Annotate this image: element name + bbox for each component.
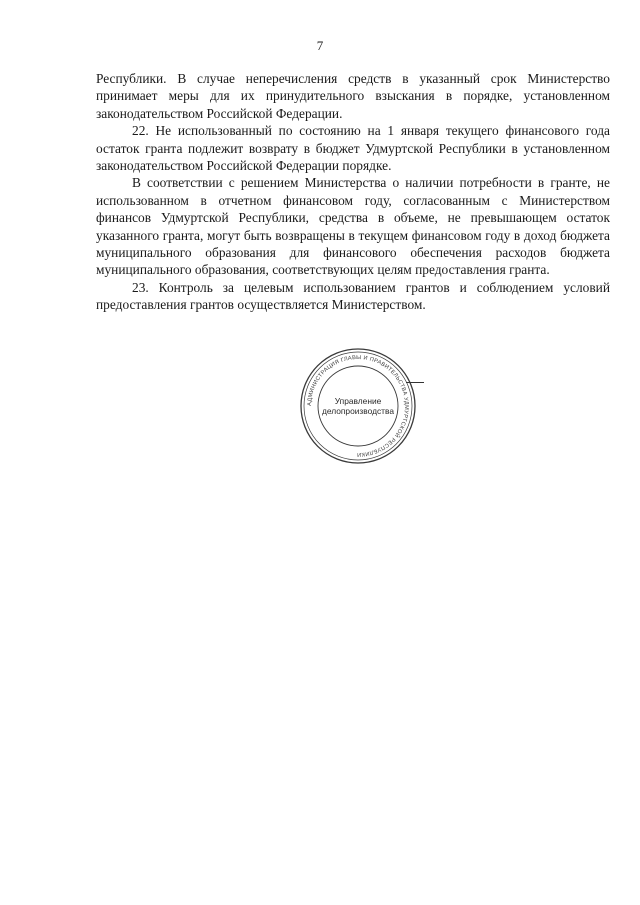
document-body — [96, 70, 610, 314]
paragraph-22: 22. Не использованный по состоянию на 1 января текущего финансового года остаток гранта подлежит возврату в бюджет Удмуртской Республики в установленном законодательством Российской Федерации порядке. — [96, 123, 610, 174]
paragraph-continuation: Республики. В случае неперечисления средств в указанный срок Министерство принимает меры для их принудительного взыскания в порядке, установленном законодательством Российской Федерации. — [96, 71, 610, 121]
signature-line — [406, 382, 424, 383]
stamp-seal-graphic — [298, 346, 418, 466]
stamp-ring-text: АДМИНИСТРАЦИЯ ГЛАВЫ И ПРАВИТЕЛЬСТВА УДМУРТСКОЙ РЕСПУБЛИКИ — [306, 354, 410, 458]
page-number: 7 — [316, 38, 324, 53]
stamp-center-line2: делопроизводства — [321, 406, 395, 416]
paragraph-23: 23. Контроль за целевым использованием грантов и соблюдением условий предоставления грантов осуществляется Министерством. — [96, 279, 610, 313]
paragraph-22-continued: В соответствии с решением Министерства о наличии потребности в гранте, не использованном в отчетном финансовом году, согласованным с Министерством финансов Удмуртской Республики, средства в объеме, не превышающем остаток указанного гранта, могут быть возвращены в текущем финансовом году в доход бюджета муниципального образования для финансового обеспечения расходов бюджета муниципального образования, соответствующих целям предоставления гранта. — [96, 175, 610, 278]
stamp-center-line1: Управление — [334, 396, 382, 406]
official-stamp — [298, 346, 418, 466]
